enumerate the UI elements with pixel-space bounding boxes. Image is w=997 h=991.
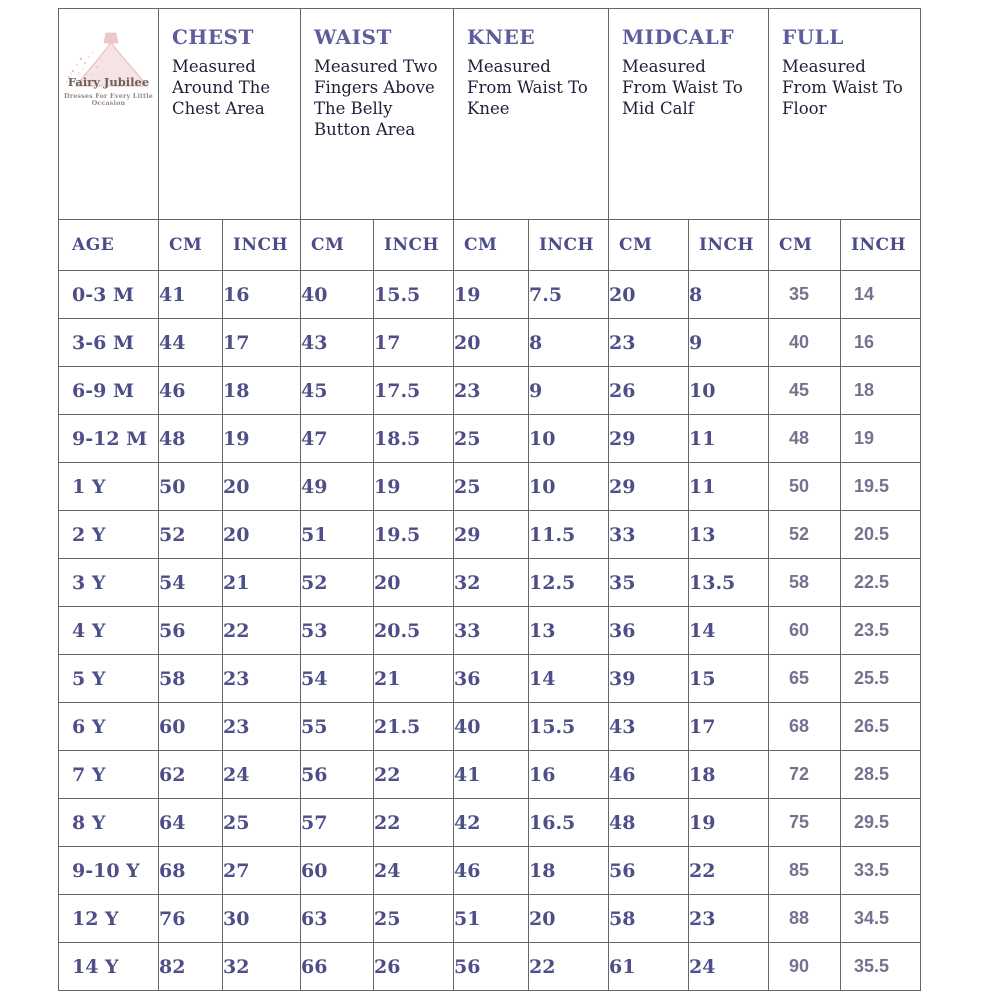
cell-age: 4 Y <box>59 607 159 655</box>
cell-chest-cm: 52 <box>159 511 223 559</box>
brand-logo <box>59 29 158 125</box>
cell-full-inch: 19.5 <box>841 463 921 511</box>
cell-chest-cm: 64 <box>159 799 223 847</box>
cell-age: 5 Y <box>59 655 159 703</box>
column-desc-full: Measured From Waist To Floor <box>782 57 903 119</box>
cell-waist-cm: 40 <box>301 271 374 319</box>
column-desc-chest: Measured Around The Chest Area <box>172 57 271 119</box>
table-row <box>59 943 921 991</box>
cell-knee-cm: 41 <box>454 751 529 799</box>
cell-midcalf-cm: 46 <box>609 751 689 799</box>
cell-full-inch: 20.5 <box>841 511 921 559</box>
cell-knee-cm: 20 <box>454 319 529 367</box>
cell-chest-cm: 54 <box>159 559 223 607</box>
table-row <box>59 607 921 655</box>
cell-full-inch: 28.5 <box>841 751 921 799</box>
cell-full-cm: 50 <box>769 463 841 511</box>
cell-midcalf-inch: 8 <box>689 271 769 319</box>
cell-knee-inch: 16 <box>529 751 609 799</box>
cell-waist-cm: 47 <box>301 415 374 463</box>
table-row <box>59 799 921 847</box>
cell-chest-cm: 50 <box>159 463 223 511</box>
cell-midcalf-cm: 26 <box>609 367 689 415</box>
cell-full-cm: 45 <box>769 367 841 415</box>
cell-knee-inch: 20 <box>529 895 609 943</box>
table-row <box>59 271 921 319</box>
cell-age: 14 Y <box>59 943 159 991</box>
units-full-cm: CM <box>769 220 841 271</box>
cell-full-inch: 22.5 <box>841 559 921 607</box>
cell-chest-cm: 62 <box>159 751 223 799</box>
cell-knee-inch: 9 <box>529 367 609 415</box>
cell-waist-inch: 22 <box>374 799 454 847</box>
size-chart-page <box>58 8 920 991</box>
cell-chest-inch: 20 <box>223 463 301 511</box>
column-header-waist <box>301 9 454 220</box>
cell-chest-inch: 21 <box>223 559 301 607</box>
legend-row <box>59 9 921 220</box>
cell-chest-cm: 58 <box>159 655 223 703</box>
cell-chest-cm: 68 <box>159 847 223 895</box>
brand-tagline: Dresses For Every Little Occasion <box>64 93 153 107</box>
cell-age: 1 Y <box>59 463 159 511</box>
table-row <box>59 319 921 367</box>
cell-full-cm: 52 <box>769 511 841 559</box>
cell-waist-cm: 60 <box>301 847 374 895</box>
cell-midcalf-cm: 43 <box>609 703 689 751</box>
cell-full-inch: 26.5 <box>841 703 921 751</box>
cell-waist-cm: 53 <box>301 607 374 655</box>
cell-knee-cm: 46 <box>454 847 529 895</box>
cell-midcalf-inch: 13.5 <box>689 559 769 607</box>
cell-waist-cm: 55 <box>301 703 374 751</box>
cell-full-cm: 90 <box>769 943 841 991</box>
cell-midcalf-inch: 9 <box>689 319 769 367</box>
cell-full-inch: 25.5 <box>841 655 921 703</box>
column-header-full <box>769 9 921 220</box>
cell-chest-cm: 48 <box>159 415 223 463</box>
cell-age: 3 Y <box>59 559 159 607</box>
cell-chest-cm: 46 <box>159 367 223 415</box>
cell-knee-inch: 10 <box>529 415 609 463</box>
cell-waist-cm: 66 <box>301 943 374 991</box>
cell-waist-inch: 17 <box>374 319 454 367</box>
units-chest-cm: CM <box>159 220 223 271</box>
table-row <box>59 367 921 415</box>
cell-midcalf-cm: 39 <box>609 655 689 703</box>
cell-midcalf-cm: 36 <box>609 607 689 655</box>
cell-waist-inch: 25 <box>374 895 454 943</box>
cell-midcalf-cm: 29 <box>609 463 689 511</box>
units-knee-inch: INCH <box>529 220 609 271</box>
cell-full-cm: 58 <box>769 559 841 607</box>
cell-knee-cm: 51 <box>454 895 529 943</box>
cell-chest-inch: 30 <box>223 895 301 943</box>
units-midcalf-cm: CM <box>609 220 689 271</box>
cell-age: 0-3 M <box>59 271 159 319</box>
cell-age: 9-10 Y <box>59 847 159 895</box>
cell-knee-inch: 10 <box>529 463 609 511</box>
cell-waist-inch: 18.5 <box>374 415 454 463</box>
cell-full-inch: 18 <box>841 367 921 415</box>
cell-full-inch: 29.5 <box>841 799 921 847</box>
cell-chest-cm: 82 <box>159 943 223 991</box>
cell-knee-inch: 22 <box>529 943 609 991</box>
table-row <box>59 655 921 703</box>
brand-logo-cell <box>59 9 159 220</box>
column-desc-midcalf: Measured From Waist To Mid Calf <box>622 57 743 119</box>
units-chest-inch: INCH <box>223 220 301 271</box>
cell-full-cm: 35 <box>769 271 841 319</box>
cell-knee-cm: 33 <box>454 607 529 655</box>
cell-age: 6 Y <box>59 703 159 751</box>
table-row <box>59 559 921 607</box>
cell-waist-inch: 15.5 <box>374 271 454 319</box>
cell-waist-cm: 45 <box>301 367 374 415</box>
cell-full-cm: 85 <box>769 847 841 895</box>
size-table-body <box>59 271 921 991</box>
cell-midcalf-inch: 10 <box>689 367 769 415</box>
cell-waist-inch: 21 <box>374 655 454 703</box>
cell-midcalf-inch: 18 <box>689 751 769 799</box>
cell-full-cm: 75 <box>769 799 841 847</box>
cell-knee-cm: 25 <box>454 463 529 511</box>
units-full-inch: INCH <box>841 220 921 271</box>
column-desc-waist: Measured Two Fingers Above The Belly Button Area <box>314 57 438 140</box>
cell-full-cm: 48 <box>769 415 841 463</box>
cell-full-inch: 19 <box>841 415 921 463</box>
column-title-full: FULL <box>782 25 844 49</box>
cell-full-cm: 65 <box>769 655 841 703</box>
units-waist-inch: INCH <box>374 220 454 271</box>
cell-knee-inch: 7.5 <box>529 271 609 319</box>
cell-midcalf-cm: 58 <box>609 895 689 943</box>
cell-full-inch: 33.5 <box>841 847 921 895</box>
cell-midcalf-inch: 23 <box>689 895 769 943</box>
cell-full-cm: 72 <box>769 751 841 799</box>
units-row <box>59 220 921 271</box>
cell-full-cm: 40 <box>769 319 841 367</box>
cell-knee-cm: 25 <box>454 415 529 463</box>
column-title-midcalf: MIDCALF <box>622 25 735 49</box>
cell-chest-inch: 25 <box>223 799 301 847</box>
table-row <box>59 511 921 559</box>
cell-waist-cm: 51 <box>301 511 374 559</box>
cell-knee-inch: 16.5 <box>529 799 609 847</box>
cell-full-inch: 34.5 <box>841 895 921 943</box>
cell-chest-cm: 60 <box>159 703 223 751</box>
cell-chest-cm: 56 <box>159 607 223 655</box>
cell-knee-inch: 12.5 <box>529 559 609 607</box>
cell-age: 12 Y <box>59 895 159 943</box>
cell-chest-inch: 22 <box>223 607 301 655</box>
cell-knee-inch: 18 <box>529 847 609 895</box>
cell-midcalf-inch: 17 <box>689 703 769 751</box>
cell-waist-inch: 19.5 <box>374 511 454 559</box>
cell-midcalf-cm: 23 <box>609 319 689 367</box>
cell-knee-cm: 23 <box>454 367 529 415</box>
column-header-knee <box>454 9 609 220</box>
cell-full-inch: 35.5 <box>841 943 921 991</box>
cell-midcalf-inch: 11 <box>689 463 769 511</box>
column-header-chest <box>159 9 301 220</box>
units-midcalf-inch: INCH <box>689 220 769 271</box>
cell-waist-cm: 56 <box>301 751 374 799</box>
cell-midcalf-inch: 11 <box>689 415 769 463</box>
cell-waist-cm: 52 <box>301 559 374 607</box>
cell-chest-cm: 41 <box>159 271 223 319</box>
cell-age: 8 Y <box>59 799 159 847</box>
cell-midcalf-cm: 61 <box>609 943 689 991</box>
cell-full-cm: 68 <box>769 703 841 751</box>
cell-midcalf-inch: 22 <box>689 847 769 895</box>
cell-knee-cm: 36 <box>454 655 529 703</box>
cell-chest-inch: 23 <box>223 655 301 703</box>
cell-midcalf-inch: 24 <box>689 943 769 991</box>
cell-chest-cm: 76 <box>159 895 223 943</box>
cell-full-inch: 14 <box>841 271 921 319</box>
cell-waist-cm: 43 <box>301 319 374 367</box>
cell-knee-inch: 11.5 <box>529 511 609 559</box>
table-row <box>59 895 921 943</box>
table-row <box>59 847 921 895</box>
cell-knee-cm: 29 <box>454 511 529 559</box>
cell-midcalf-inch: 13 <box>689 511 769 559</box>
cell-chest-inch: 24 <box>223 751 301 799</box>
cell-knee-inch: 14 <box>529 655 609 703</box>
cell-waist-cm: 57 <box>301 799 374 847</box>
cell-knee-inch: 15.5 <box>529 703 609 751</box>
cell-waist-inch: 24 <box>374 847 454 895</box>
table-row <box>59 463 921 511</box>
cell-chest-inch: 23 <box>223 703 301 751</box>
cell-midcalf-inch: 15 <box>689 655 769 703</box>
column-title-chest: CHEST <box>172 25 254 49</box>
table-row <box>59 751 921 799</box>
cell-knee-cm: 32 <box>454 559 529 607</box>
cell-midcalf-cm: 33 <box>609 511 689 559</box>
cell-age: 2 Y <box>59 511 159 559</box>
cell-chest-inch: 18 <box>223 367 301 415</box>
units-waist-cm: CM <box>301 220 374 271</box>
cell-midcalf-cm: 35 <box>609 559 689 607</box>
column-desc-knee: Measured From Waist To Knee <box>467 57 588 119</box>
table-row <box>59 415 921 463</box>
cell-waist-inch: 26 <box>374 943 454 991</box>
column-header-midcalf <box>609 9 769 220</box>
cell-waist-inch: 20.5 <box>374 607 454 655</box>
cell-midcalf-inch: 14 <box>689 607 769 655</box>
cell-waist-inch: 19 <box>374 463 454 511</box>
cell-waist-cm: 63 <box>301 895 374 943</box>
cell-knee-inch: 8 <box>529 319 609 367</box>
cell-waist-cm: 49 <box>301 463 374 511</box>
cell-midcalf-cm: 48 <box>609 799 689 847</box>
cell-chest-inch: 20 <box>223 511 301 559</box>
cell-chest-cm: 44 <box>159 319 223 367</box>
cell-age: 6-9 M <box>59 367 159 415</box>
cell-chest-inch: 16 <box>223 271 301 319</box>
column-title-knee: KNEE <box>467 25 536 49</box>
cell-knee-cm: 56 <box>454 943 529 991</box>
cell-age: 9-12 M <box>59 415 159 463</box>
cell-full-cm: 60 <box>769 607 841 655</box>
cell-chest-inch: 27 <box>223 847 301 895</box>
cell-waist-inch: 20 <box>374 559 454 607</box>
cell-knee-inch: 13 <box>529 607 609 655</box>
cell-chest-inch: 17 <box>223 319 301 367</box>
cell-knee-cm: 42 <box>454 799 529 847</box>
cell-age: 7 Y <box>59 751 159 799</box>
units-age: AGE <box>59 220 159 271</box>
cell-knee-cm: 40 <box>454 703 529 751</box>
size-chart-table <box>58 8 921 991</box>
cell-age: 3-6 M <box>59 319 159 367</box>
cell-waist-inch: 21.5 <box>374 703 454 751</box>
units-knee-cm: CM <box>454 220 529 271</box>
cell-full-inch: 16 <box>841 319 921 367</box>
cell-chest-inch: 32 <box>223 943 301 991</box>
table-row <box>59 703 921 751</box>
cell-knee-cm: 19 <box>454 271 529 319</box>
cell-midcalf-cm: 29 <box>609 415 689 463</box>
cell-midcalf-inch: 19 <box>689 799 769 847</box>
cell-full-cm: 88 <box>769 895 841 943</box>
cell-waist-inch: 17.5 <box>374 367 454 415</box>
column-title-waist: WAIST <box>314 25 392 49</box>
cell-waist-cm: 54 <box>301 655 374 703</box>
cell-midcalf-cm: 20 <box>609 271 689 319</box>
cell-midcalf-cm: 56 <box>609 847 689 895</box>
cell-full-inch: 23.5 <box>841 607 921 655</box>
brand-name: Fairy Jubilee <box>67 75 150 89</box>
cell-chest-inch: 19 <box>223 415 301 463</box>
cell-waist-inch: 22 <box>374 751 454 799</box>
